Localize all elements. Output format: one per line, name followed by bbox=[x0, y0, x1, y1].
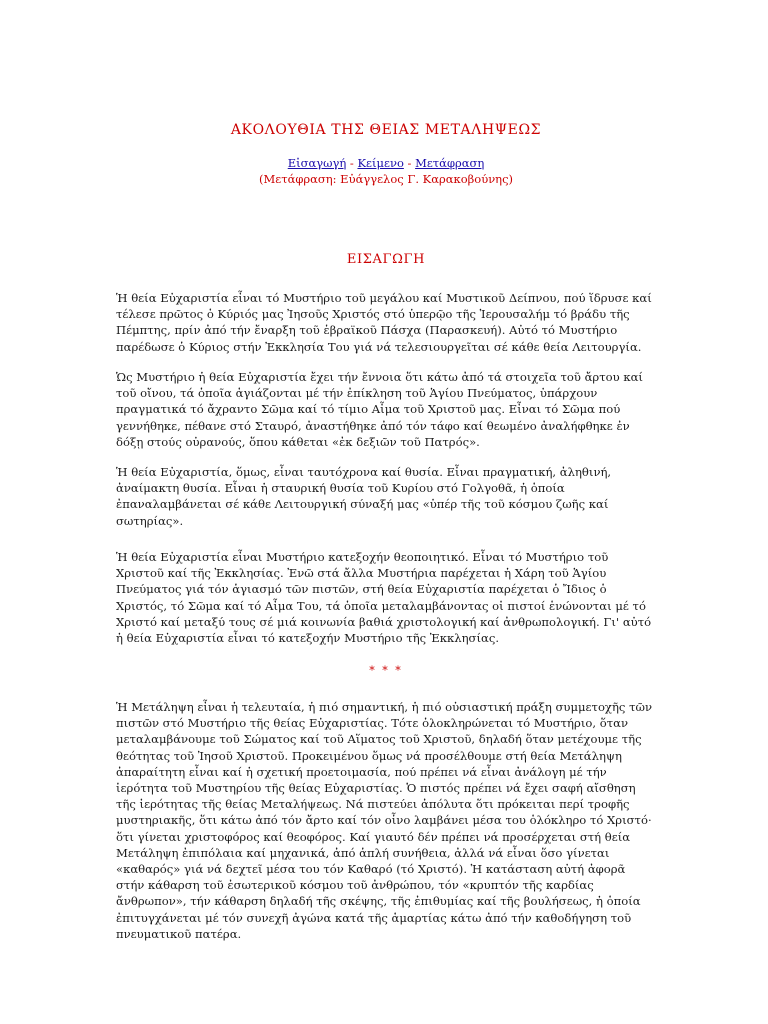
paragraph: Ὡς Μυστήριο ἡ θεία Εὐχαριστία ἔχει τήν ἔννοια ὅτι κάτω ἀπό τά στοιχεῖα τοῦ ἄρτου καί τοῦ οἴνου, τά ὁποῖα ἁγιάζονται μέ τήν ἐπίκληση τοῦ Ἁγίου Πνεύματος, ὑπάρχουν πραγματικά τό ἄχραντο Σῶμα καί τό τίμιο Αἷμα τοῦ Χριστοῦ μας. Εἶναι τό Σῶμα πού γεννήθηκε, πέθανε στό Σταυρό, ἀναστήθηκε ἀπό τόν τάφο καί θεωμένο ἀναλήφθηκε ἐν δόξῃ στούς οὐρανούς, ὅπου κάθεται «ἐκ δεξιῶν τοῦ Πατρός». bbox=[116, 370, 643, 449]
nav-separator: - bbox=[346, 156, 358, 170]
paragraph: Ἡ θεία Εὐχαριστία εἶναι Μυστήριο κατεξοχήν θεοποιητικό. Εἶναι τό Μυστήριο τοῦ Χριστοῦ καί τῆς Ἐκκλησίας. Ἐνῶ στά ἄλλα Μυστήρια παρέχεται ἡ Χάρη τοῦ Ἁγίου Πνεύματος γιά τόν ἁγιασμό τῶν πιστῶν, στή θεία Εὐχαριστία παρέχεται ὁ Ἴδιος ὁ Χριστός, τό Σῶμα καί τό Αἷμα Του, τά ὁποῖα μεταλαμβάνοντας οἱ πιστοί ἑνώνονται μέ τό Χριστό καί μεταξύ τους σέ μιά κοινωνία βαθιά χριστολογική καί ἀνθρωπολογική. Γι' αὐτό ἡ θεία Εὐχαριστία εἶναι τό κατεξοχήν Μυστήριο τῆς Ἐκκλησίας. bbox=[116, 550, 652, 646]
section-navigation bbox=[116, 156, 656, 170]
nav-separator: - bbox=[403, 156, 416, 170]
intro-link[interactable]: Εἰσαγωγή bbox=[287, 156, 347, 170]
closing-paragraph: Ἡ Μετάληψη εἶναι ἡ τελευταία, ἡ πιό σημαντική, ἡ πιό οὐσιαστική πράξη συμμετοχῆς τῶν πιστῶν στό Μυστήριο τῆς θείας Εὐχαριστίας. Τότε ὁλοκληρώνεται τό Μυστήριο, ὅταν μεταλαμβάνουμε τοῦ Σώματος καί τοῦ Αἵματος τοῦ Χριστοῦ, δηλαδή ὅταν μετέχουμε τῆς θεότητας τοῦ Ἰησοῦ Χριστοῦ. Προκειμένου ὅμως νά προσέλθουμε στή θεία Μετάληψη ἀπαραίτητη εἶναι καί ἡ σχετική προετοιμασία, πού πρέπει νά εἶναι ἀνάλογη μέ τήν ἱερότητα τοῦ Μυστηρίου τῆς θείας Εὐχαριστίας. Ὁ πιστός πρέπει νά ἔχει σαφή αἴσθηση τῆς ἱερότητας τῆς θείας Μεταλήψεως. Νά πιστεύει ἀπόλυτα ὅτι πρόκειται περί τροφῆς μυστηριακῆς, ὅτι κάτω ἀπό τόν ἄρτο καί τόν οἶνο λαμβάνει μέσα του ὁλόκληρο τό Χριστό· ὅτι γίνεται χριστοφόρος καί θεοφόρος. Καί γιαυτό δέν πρέπει νά προσέρχεται στή θεία Μετάληψη ἐπιπόλαια καί μηχανικά, ἀπό ἁπλή συνήθεια, ἀλλά νά εἶναι ὅσο γίνεται «καθαρός» γιά νά δεχτεῖ μέσα του τόν Καθαρό (τό Χριστό). Ἡ κατάσταση αὐτή ἀφορᾶ στήν κάθαρση τοῦ ἐσωτερικοῦ κόσμου τοῦ ἀνθρώπου, τόν «κρυπτόν τῆς καρδίας ἄνθρωπον», τήν κάθαρση δηλαδή τῆς σκέψης, τῆς ἐπιθυμίας καί τῆς βουλήσεως, ἡ ὁποία ἐπιτυγχάνεται μέ τόν συνεχῆ ἀγώνα κατά τῆς ἁμαρτίας κάτω ἀπό τήν καθοδήγηση τοῦ πνευματικοῦ πατέρα. bbox=[116, 700, 652, 941]
text-link[interactable]: Κείμενο bbox=[357, 156, 404, 170]
section-divider: * * * bbox=[369, 664, 403, 677]
section-heading: ΕΙΣΑΓΩΓΗ bbox=[346, 252, 426, 267]
document-title: ΑΚΟΛΟΥΘΙΑ ΤΗΣ ΘΕΙΑΣ ΜΕΤΑΛΗΨΕΩΣ bbox=[230, 122, 542, 138]
paragraph: Ἡ θεία Εὐχαριστία εἶναι τό Μυστήριο τοῦ μεγάλου καί Μυστικοῦ Δείπνου, πού ἵδρυσε καί τέλεσε πρῶτος ὁ Κύριός μας Ἰησοῦς Χριστός στό ὑπερῷο τῆς Ἱερουσαλήμ τό βράδυ τῆς Πέμπτης, πρίν ἀπό τήν ἔναρξη τοῦ ἑβραϊκοῦ Πάσχα (Παρασκευή). Αὐτό τό Μυστήριο παρέδωσε ὁ Κύριος στήν Ἐκκλησία Του γιά νά τελεσιουργεῖται σέ κάθε θεία Λειτουργία. bbox=[116, 291, 652, 354]
translator-credit: (Μετάφραση: Εὐάγγελος Γ. Καρακοβούνης) bbox=[258, 172, 514, 186]
paragraph: Ἡ θεία Εὐχαριστία, ὅμως, εἶναι ταυτόχρονα καί θυσία. Εἶναι πραγματική, ἀληθινή, ἀναίμακτη θυσία. Εἶναι ἡ σταυρική θυσία τοῦ Κυρίου στό Γολγοθᾶ, ἡ ὁποία ἐπαναλαμβάνεται σέ κάθε Λειτουργική σύναξή μας «ὑπέρ τῆς τοῦ κόσμου ζωῆς καί σωτηρίας». bbox=[116, 465, 612, 528]
translation-link[interactable]: Μετάφραση bbox=[415, 156, 485, 170]
